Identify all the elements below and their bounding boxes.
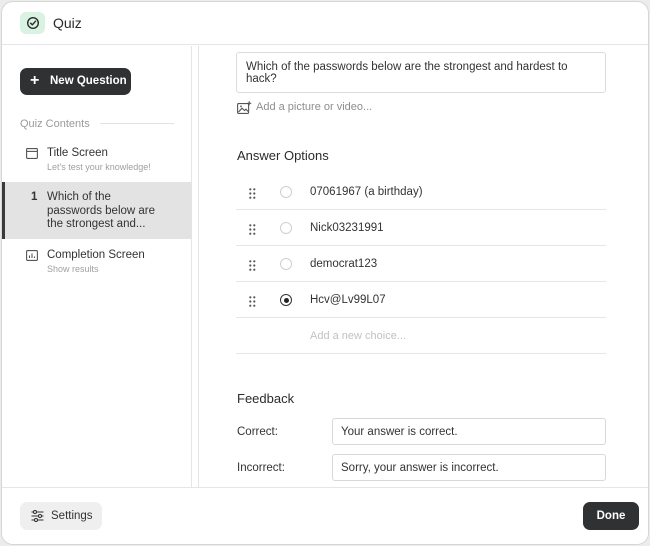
add-choice-input[interactable]: Add a new choice...	[310, 330, 407, 342]
sidebar-item-title-screen[interactable]	[2, 142, 192, 178]
question-number: 1	[31, 191, 38, 203]
incorrect-feedback-field[interactable]: Sorry, your answer is incorrect.	[332, 454, 606, 481]
question-text-field[interactable]: Which of the passwords below are the strongest and hardest to hack?	[236, 52, 606, 93]
answer-option-row	[236, 246, 606, 282]
sidebar-item-label: Completion Screen	[47, 249, 145, 261]
divider	[198, 46, 199, 487]
drag-handle-icon[interactable]	[249, 258, 256, 276]
answer-option-text[interactable]: democrat123	[310, 258, 378, 270]
app-header	[2, 2, 648, 45]
feedback-heading: Feedback	[237, 391, 295, 406]
drag-handle-icon[interactable]	[249, 222, 256, 240]
answer-radio[interactable]	[280, 222, 292, 234]
sidebar-item-subtitle: Show results	[47, 264, 99, 274]
answer-radio-selected[interactable]	[280, 294, 292, 306]
settings-label: Settings	[51, 510, 93, 522]
answer-option-text[interactable]: 07061967 (a birthday)	[310, 186, 423, 198]
app-title: Quiz	[53, 15, 82, 31]
sidebar-item-question-1[interactable]	[2, 182, 192, 239]
image-plus-icon	[237, 101, 252, 119]
sidebar	[2, 46, 192, 487]
correct-feedback-field[interactable]: Your answer is correct.	[332, 418, 606, 445]
new-question-label: New Question	[50, 75, 127, 87]
footer	[2, 487, 648, 545]
drag-handle-icon[interactable]	[249, 294, 256, 312]
quiz-contents-heading: Quiz Contents	[20, 118, 90, 130]
add-choice-row	[236, 318, 606, 354]
sliders-icon	[31, 509, 44, 527]
answer-radio[interactable]	[280, 186, 292, 198]
answer-option-text[interactable]: Hcv@Lv99L07	[310, 294, 386, 306]
plus-icon: +	[30, 72, 40, 89]
chart-icon	[26, 248, 38, 266]
answer-option-row	[236, 282, 606, 318]
incorrect-feedback-label: Incorrect:	[237, 462, 285, 474]
sidebar-item-subtitle: Let's test your knowledge!	[47, 162, 151, 172]
sidebar-item-completion-screen[interactable]	[2, 244, 192, 280]
add-media-label: Add a picture or video...	[256, 101, 373, 113]
correct-feedback-label: Correct:	[237, 426, 278, 438]
sidebar-item-label: Which of the passwords below are the strongest and...	[47, 191, 156, 230]
check-circle-icon	[20, 12, 45, 34]
answer-option-row	[236, 174, 606, 210]
drag-handle-icon[interactable]	[249, 186, 256, 204]
window-icon	[26, 146, 38, 164]
new-question-button[interactable]	[20, 68, 131, 95]
answer-radio[interactable]	[280, 258, 292, 270]
divider	[100, 123, 174, 124]
sidebar-item-label: Title Screen	[47, 147, 108, 159]
answer-options-heading: Answer Options	[237, 148, 329, 163]
settings-button[interactable]	[20, 502, 102, 530]
quiz-editor-window	[1, 1, 649, 545]
selected-indicator	[2, 182, 5, 239]
answer-option-row	[236, 210, 606, 246]
answer-option-text[interactable]: Nick03231991	[310, 222, 384, 234]
done-button[interactable]: Done	[583, 502, 639, 530]
